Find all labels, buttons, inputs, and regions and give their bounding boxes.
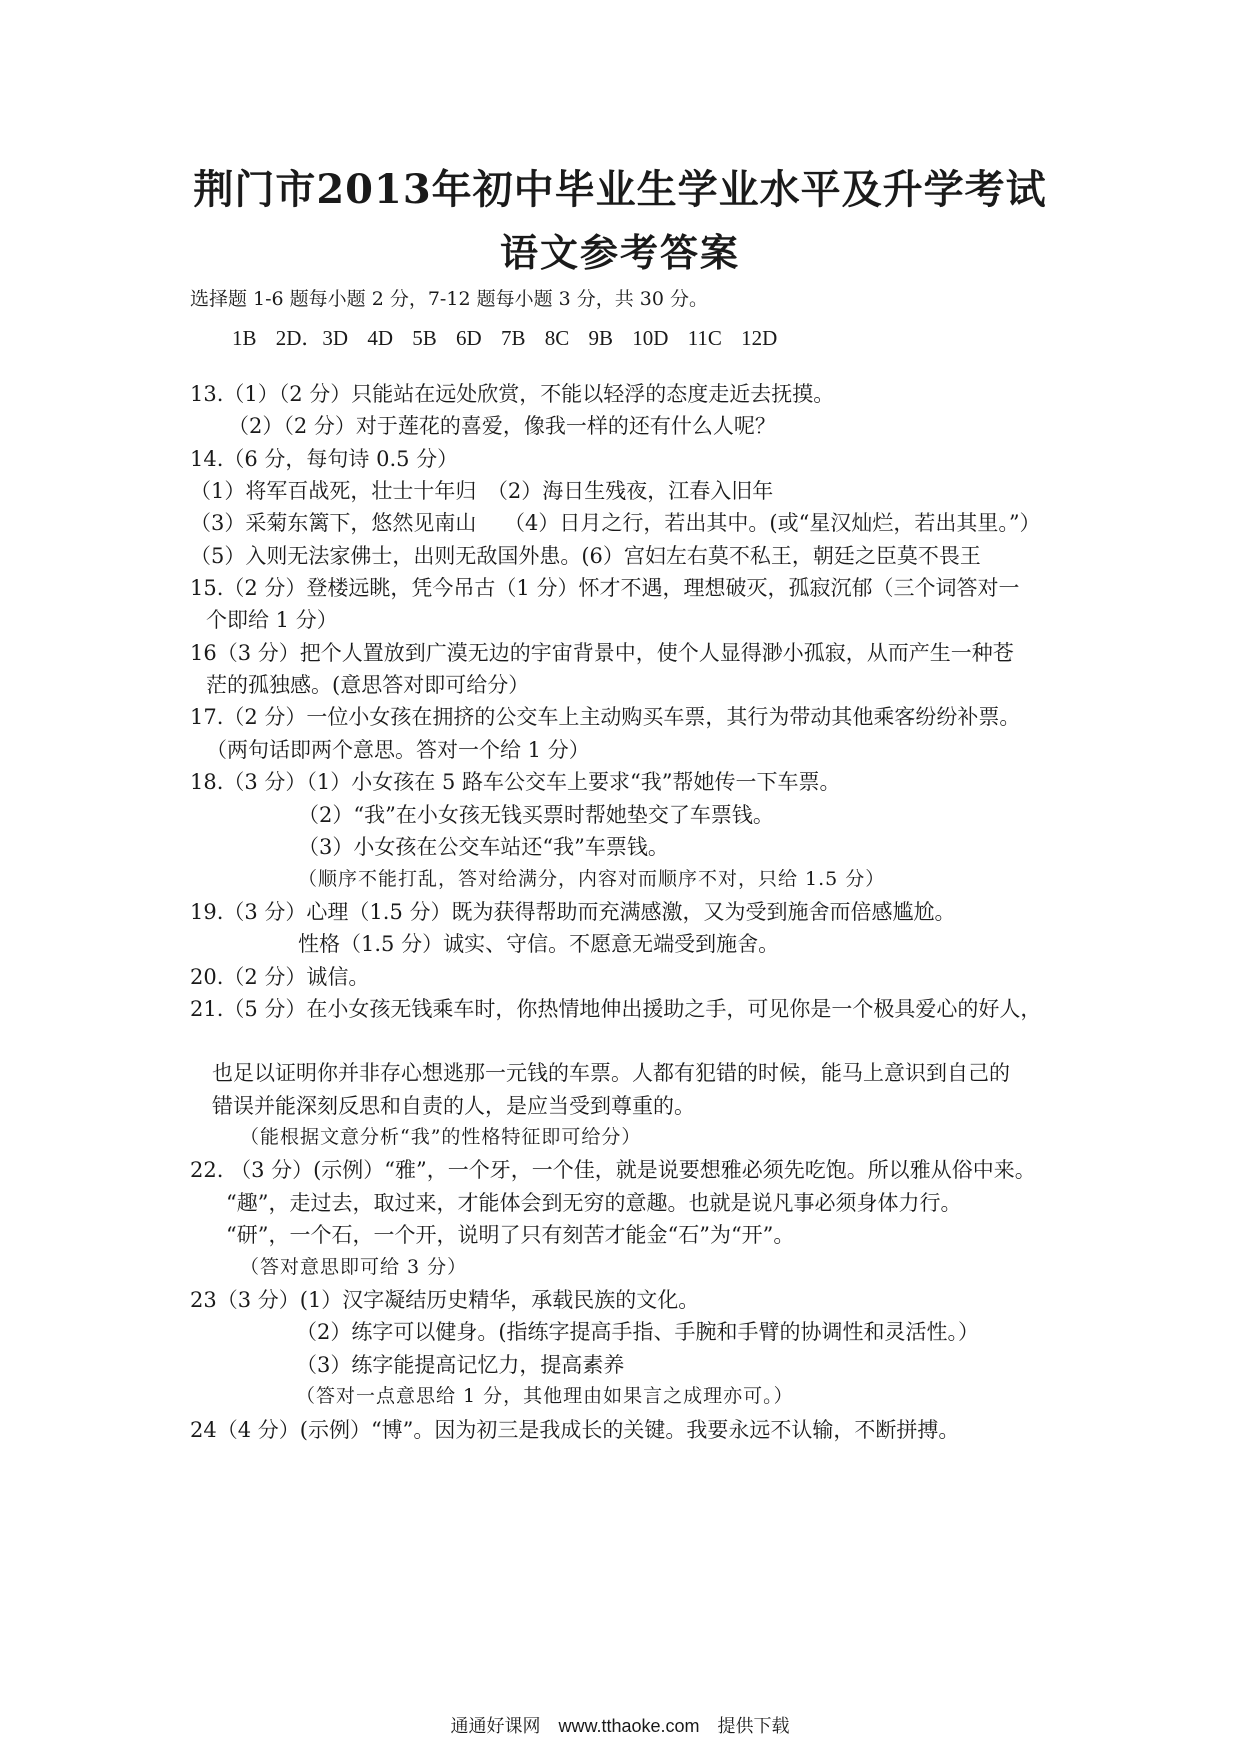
answer-line: 15.（2 分）登楼远眺，凭今吊古（1 分）怀才不遇，理想破灭，孤寂沉郁（三个词答对一: [190, 576, 1020, 600]
answer-line: 16（3 分）把个人置放到广漠无边的宇宙背景中，使个人显得渺小孤寂，从而产生一种苍: [190, 641, 1014, 665]
mc-answer: 1B: [232, 326, 257, 350]
answer-line: 个即给 1 分）: [206, 608, 338, 632]
answer-line: （3）练字能提高记忆力，提高素养: [296, 1353, 625, 1377]
answer-note: （顺序不能打乱，答对给满分，内容对而顺序不对，只给 1.5 分）: [298, 868, 886, 890]
mc-answer: 7B: [500, 326, 526, 350]
answer-line: （两句话即两个意思。答对一个给 1 分）: [206, 738, 590, 762]
mc-answer: 12D: [741, 326, 778, 350]
answer-line: 20.（2 分）诚信。: [190, 965, 370, 989]
page-footer: 通通好课网 www.tthaoke.com 提供下载: [450, 1716, 790, 1736]
answer-line: 24（4 分）(示例）“博”。因为初三是我成长的关键。我要永远不认输，不断拼搏。: [190, 1418, 960, 1442]
answer-line: 性格（1.5 分）诚实、守信。不愿意无端受到施舍。: [298, 932, 780, 956]
answer-line: （2）练字可以健身。(指练字提高手指、手腕和手臂的协调性和灵活性。）: [296, 1320, 980, 1344]
answer-line: 14.（6 分，每句诗 0.5 分）: [190, 447, 459, 471]
answer-line: 23（3 分）(1）汉字凝结历史精华，承载民族的文化。: [190, 1288, 700, 1312]
answer-note: （答对意思即可给 3 分）: [240, 1256, 468, 1278]
mc-answer: 4D: [367, 326, 394, 350]
answer-line: 18.（3 分）（1）小女孩在 5 路车公交车上要求“我”帮她传一下车票。: [190, 770, 841, 794]
document-title: 荆门市2013年初中毕业生学业水平及升学考试: [193, 166, 1047, 213]
answer-line: 21.（5 分）在小女孩无钱乘车时，你热情地伸出援助之手，可见你是一个极具爱心的好人，: [190, 997, 1042, 1021]
answer-line: 17.（2 分）一位小女孩在拥挤的公交车上主动购买车票，其行为带动其他乘客纷纷补票。: [190, 705, 1021, 729]
answer-line: （2）（2 分）对于莲花的喜爱，像我一样的还有什么人呢？: [228, 414, 776, 438]
document-subtitle: 语文参考答案: [499, 230, 740, 275]
mc-intro: 选择题 1-6 题每小题 2 分，7-12 题每小题 3 分，共 30 分。: [190, 288, 708, 310]
answer-line: （1）将军百战死，壮士十年归 （2）海日生残夜，江春入旧年: [190, 479, 774, 503]
answer-line: （5）入则无法家佛士，出则无敌国外患。(6）宫妇左右莫不私王，朝廷之臣莫不畏王: [190, 544, 981, 568]
answer-line: 13.（1）（2 分）只能站在远处欣赏，不能以轻浮的态度走近去抚摸。: [190, 382, 835, 406]
answer-line: （2）“我”在小女孩无钱买票时帮她垫交了车票钱。: [298, 803, 774, 827]
answer-line: 也足以证明你并非存心想逃那一元钱的车票。人都有犯错的时候，能马上意识到自己的: [212, 1061, 1010, 1085]
mc-answer: 8C: [544, 326, 570, 350]
mc-answer-list: [232, 322, 791, 352]
answer-line: （3）小女孩在公交车站还“我”车票钱。: [298, 835, 669, 859]
answer-note: （答对一点意思给 1 分，其他理由如果言之成理亦可。）: [296, 1385, 794, 1407]
mc-answer: 6D: [456, 326, 482, 350]
answer-note: （能根据文意分析“我”的性格特征即可给分）: [240, 1126, 642, 1148]
answer-line: 22. （3 分）(示例）“雅”，一个牙，一个佳，就是说要想雅必须先吃饱。所以雅从俗中来。: [190, 1158, 1036, 1182]
mc-answer: 9B: [588, 326, 614, 350]
answer-line: 错误并能深刻反思和自责的人，是应当受到尊重的。: [212, 1094, 695, 1118]
mc-answer: 11C: [687, 326, 722, 350]
answer-line: “趣”，走过去，取过来，才能体会到无穷的意趣。也就是说凡事必须身体力行。: [226, 1191, 962, 1215]
answer-line: 19.（3 分）心理（1.5 分）既为获得帮助而充满感激，又为受到施舍而倍感尴尬。: [190, 900, 956, 924]
answer-line: “研”，一个石，一个开，说明了只有刻苦才能金“石”为“开”。: [226, 1223, 795, 1247]
mc-answer: 10D: [632, 326, 669, 350]
mc-answer: 2D．3D: [275, 326, 349, 350]
answer-line: （3）采菊东篱下，悠然见南山 （4）日月之行，若出其中。(或“星汉灿烂，若出其里。”）: [190, 511, 1041, 535]
answer-line: 茫的孤独感。(意思答对即可给分）: [206, 673, 530, 697]
mc-answer: 5B: [412, 326, 437, 350]
